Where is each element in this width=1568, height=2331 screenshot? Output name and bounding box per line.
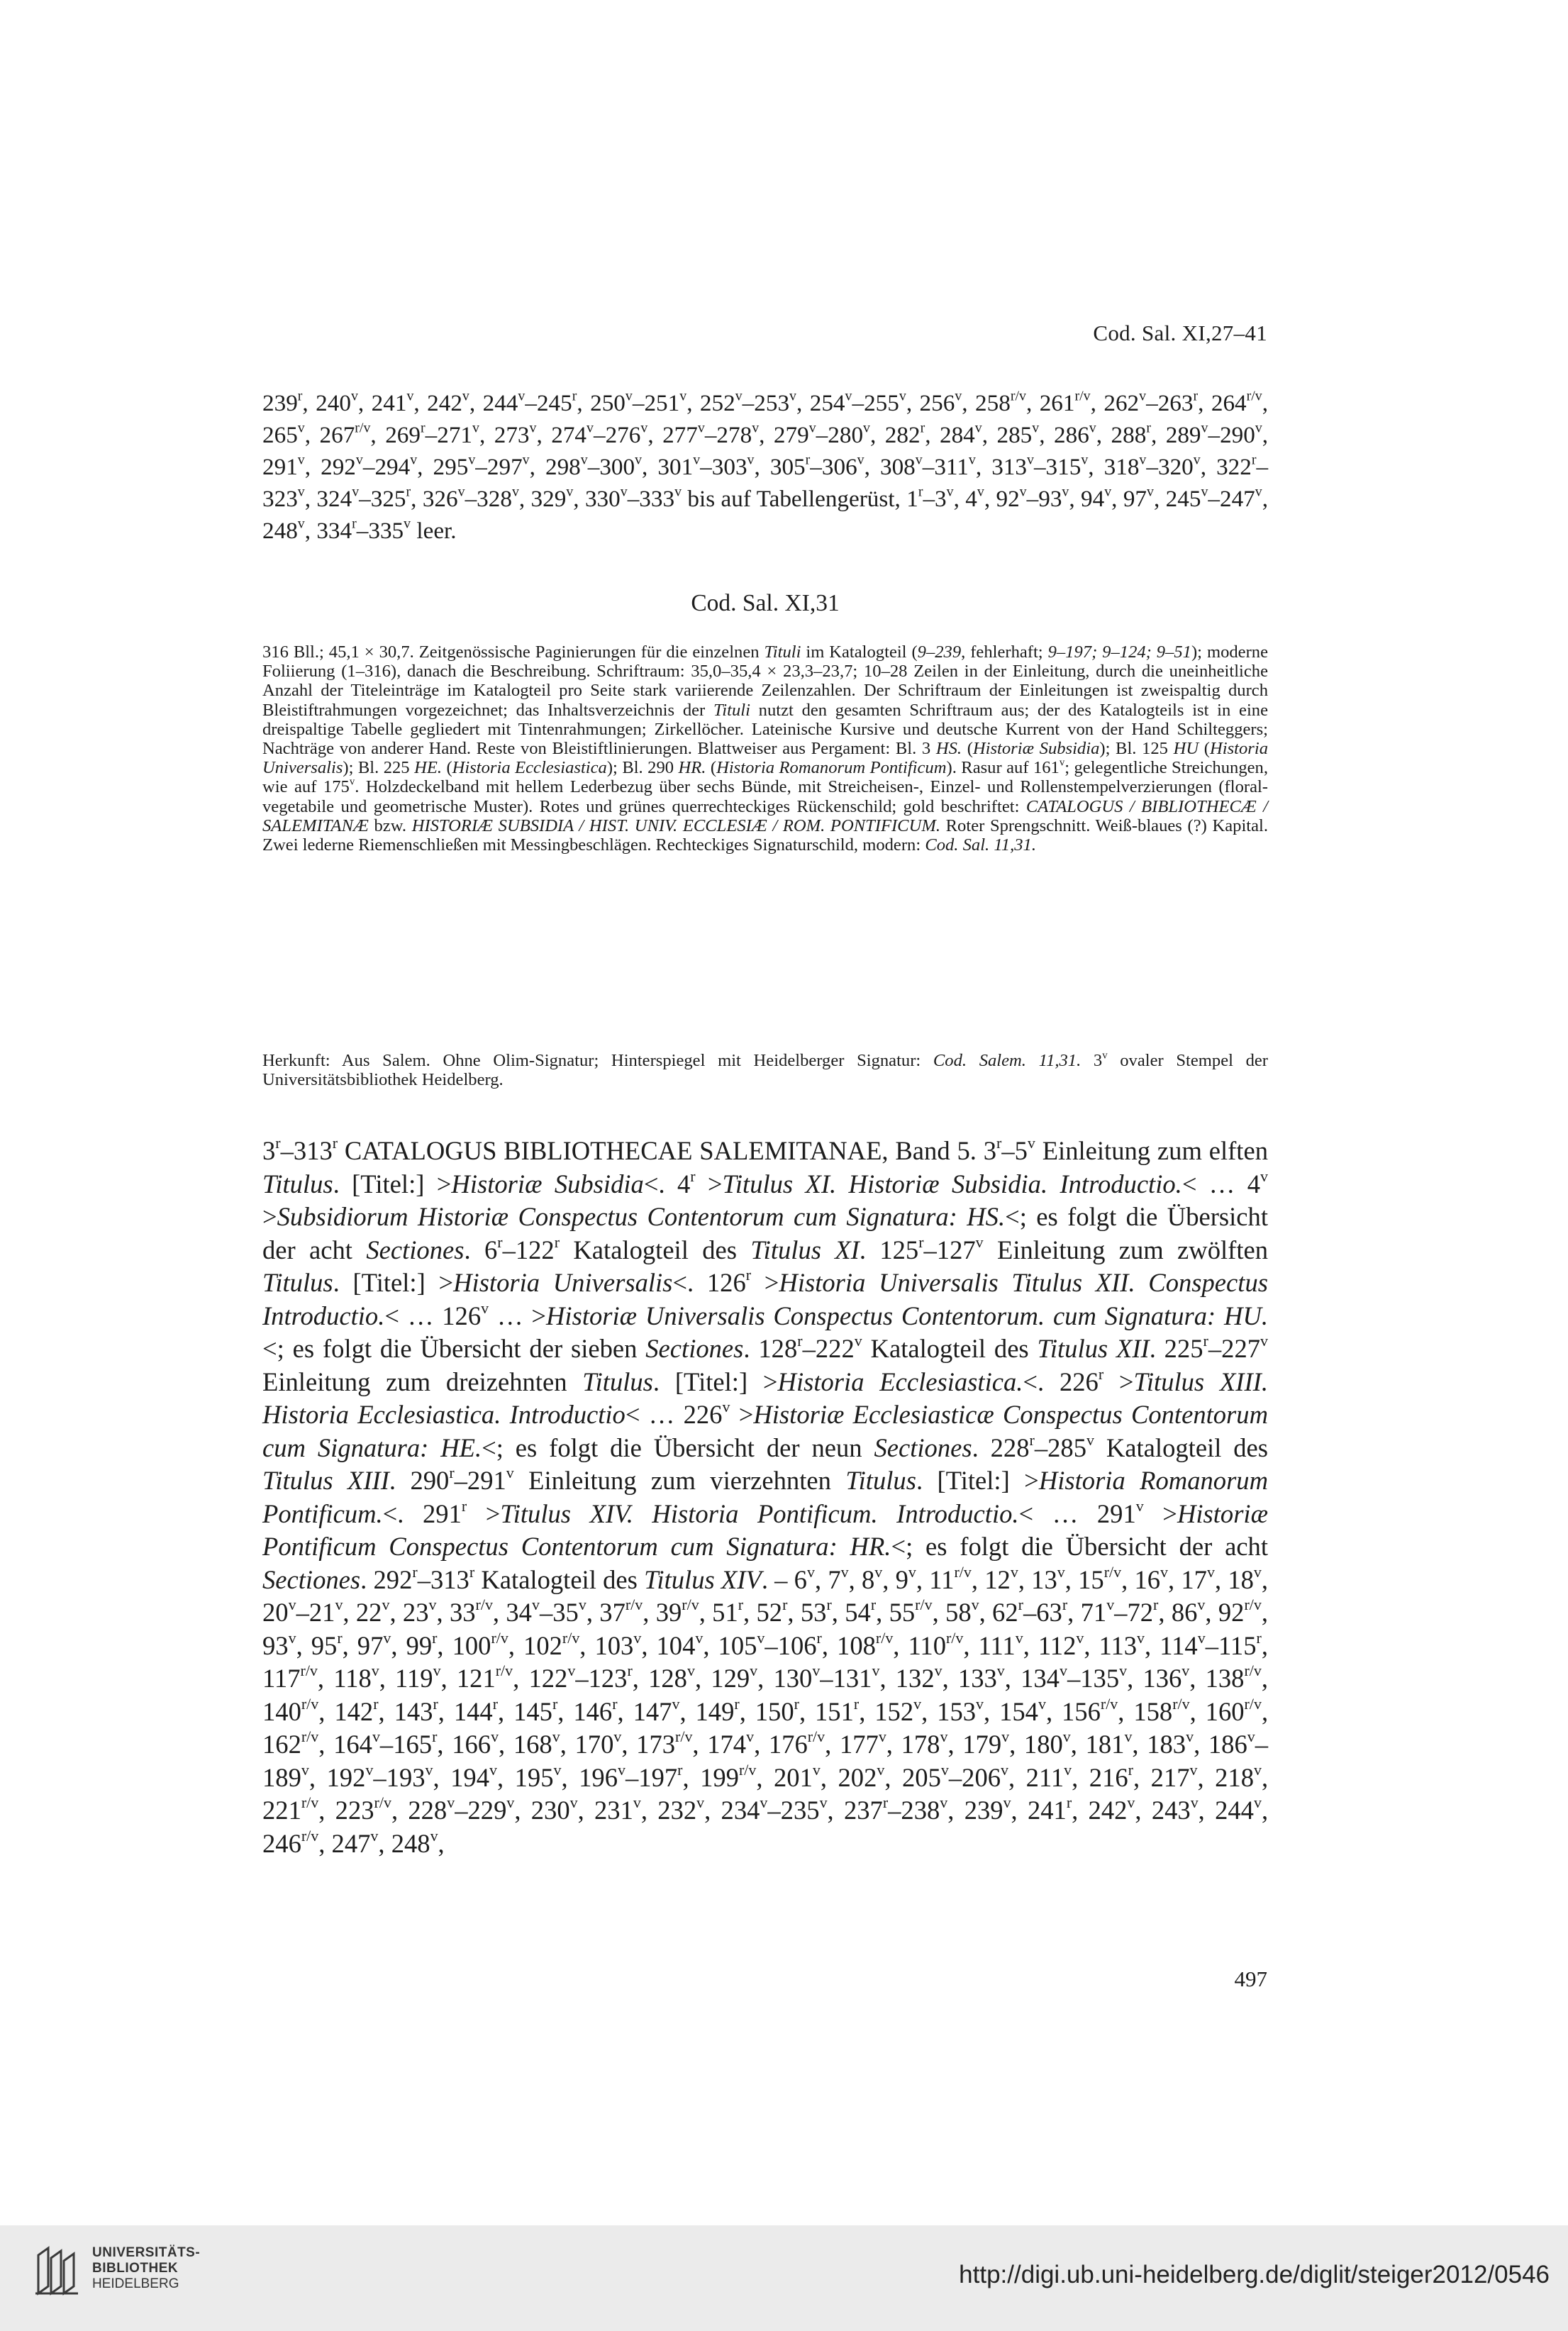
running-title: Cod. Sal. XI,27–41 [1093,321,1267,345]
content-block [262,1135,1268,1860]
page-number: 497 [1234,1966,1267,1991]
logo-line-2: BIBLIOTHEK [92,2261,179,2276]
codex-description: 316 Bll.; 45,1 × 30,7. Zeitgenössische Paginierungen für die einzelnen Tituli im Katalogteil (9–239, fehlerhaft; 9–197; 9–124; 9–51); moderne Foliierung (1–316), danach die Beschreibung. Schriftraum: 35,0–35,4 × 23,3–23,7; 10–28 Zeilen in der Einleitung, durch die uneinheitliche Anzahl der Titeleinträge im Katalogteil pro Seite stark variierende Zeilenzahlen. Der Schriftraum der Einleitungen ist zweispaltig durch Bleistiftrahmungen vorgezeichnet; das Inhaltsverzeichnis der Tituli nutzt den gesamten Schriftraum aus; der des Katalogteils ist in eine dreispaltige Tabelle gegliedert mit Tintenrahmungen; Zirkellöcher. Lateinische Kursive und deutsche Kurrent von der Hand Schilteggers; Nachträge von anderer Hand. Reste von Bleistiftlinierungen. Blattweiser aus Pergament: Bl. 3 HS. (Historiæ Subsidia); Bl. 125 HU (Historia Universalis); Bl. 225 HE. (Historia Ecclesiastica); Bl. 290 HR. (Historia Romanorum Pontificum). Rasur auf 161$^v$; gelegentliche Streichungen, wie auf 175$^v$. Holzdeckelband mit hellem Lederbezug über sechs Bünde, mit Streicheisen-, Einzel- und Rollenstempelverzierungen (floral-vegetabile und geometrische Muster). Rotes und grünes querrechteckiges Rückenschild; gold beschriftet: CATALOGUS / BIBLIOTHECÆ / SALEMITANÆ bzw. HISTORIÆ SUBSIDIA / HIST. UNIV. ECCLESIÆ / ROM. PONTIFICUM. Roter Sprengschnitt. Weiß-blaues (?) Kapital. Zwei lederne Riemenschließen mit Messingbeschlägen. Rechteckiges Signaturschild, modern: Cod. Sal. 11,31. [262,642,1269,855]
logo-line-1: UNIVERSITÄTS- [92,2245,201,2260]
entry-heading: Cod. Sal. XI,31 [691,590,840,616]
university-library-logo-icon [33,2242,82,2296]
library-logo[interactable] [28,2235,241,2320]
continuation-paragraph: 239$^r$, 240$^v$, 241$^v$, 242$^v$, 244$^v$–245$^r$, 250$^v$–251$^v$, 252$^v$–253$^v$, 254$^v$–255$^v$, 256$^v$, $258^{r/v}$, $261^{r/v}$, 262$^v$–263$^r$, $264^{r/v}$, 265$^v$, $267^{r/v}$, 269$^r$–271$^v$, 273$^v$, 274$^v$–276$^v$, 277$^v$–278$^v$, 279$^v$–280$^v$, 282$^r$, 284$^v$, 285$^v$, 286$^v$, 288$^r$, 289$^v$–290$^v$, 291$^v$, 292$^v$–294$^v$, 295$^v$–297$^v$, 298$^v$–300$^v$, 301$^v$–303$^v$, 305$^r$–306$^v$, 308$^v$–311$^v$, 313$^v$–315$^v$, 318$^v$–320$^v$, 322$^r$–323$^v$, 324$^v$–325$^r$, 326$^v$–328$^v$, 329$^v$, 330$^v$–333$^v$ bis auf Tabellengerüst, 1$^r$–3$^v$, 4$^v$, 92$^v$–93$^v$, 94$^v$, 97$^v$, 245$^v$–247$^v$, 248$^v$, 334$^r$–335$^v$ leer. [262,388,1269,544]
provenance-note: Herkunft: Aus Salem. Ohne Olim-Signatur; Hinterspiegel mit Heidelberger Signatur: Cod. Salem. 11,31. 3$^v$ ovaler Stempel der Universitätsbibliothek Heidelberg. [262,1050,1268,1090]
permalink-url[interactable]: http://digi.ub.uni-heidelberg.de/diglit/steiger2012/0546 [959,2261,1550,2288]
content-description: 3$^r$–313$^r$ CATALOGUS BIBLIOTHECAE SALEMITANAE, Band 5. 3$^r$–5$^v$ Einleitung zum elften Titulus. [Titel:] >Historiæ Subsidia<. $4^r$ >Titulus XI. Historiæ Subsidia. Introductio.< … $4^v$ >Subsidiorum Historiæ Conspectus Contentorum cum Signatura: HS.<; es folgt die Übersicht der acht Sectiones. 6$^r$–122$^r$ Katalogteil des Titulus XI. 125$^r$–127$^v$ Einleitung zum zwölften Titulus. [Titel:] >Historia Universalis<. $126^r$ >Historia Universalis Titulus XII. Conspectus Introductio.< … 126$^v$ … >Historiæ Universalis Conspectus Contentorum. cum Signatura: HU.<; es folgt die Übersicht der sieben Sectiones. 128$^r$–222$^v$ Katalogteil des Titulus XII. 225$^r$–227$^v$ Einleitung zum dreizehnten Titulus. [Titel:] >Historia Ecclesiastica.<. $226^r$ >Titulus XIII. Historia Ecclesiastica. Introductio< … $226^v$ >Historiæ Ecclesiasticæ Conspectus Contentorum cum Signatura: HE.<; es folgt die Übersicht der neun Sectiones. 228$^r$–285$^v$ Katalogteil des Titulus XIII. 290$^r$–291$^v$ Einleitung zum vierzehnten Titulus. [Titel:] >Historia Romanorum Pontificum.<. $291^r$ >Titulus XIV. Historia Pontificum. Introductio.< … $291^v$ >Historiæ Pontificum Conspectus Contentorum cum Signatura: HR.<; es folgt die Übersicht der acht Sectiones. 292$^r$–313$^r$ Katalogteil des Titulus XIV. – 6$^v$, 7$^v$, 8$^v$, 9$^v$, $11^{r/v}$, 12$^v$, 13$^v$, $15^{r/v}$, 16$^v$, 17$^v$, 18$^v$, 20$^v$–21$^v$, 22$^v$, 23$^v$, $33^{r/v}$, 34$^v$–35$^v$, $37^{r/v}$, $39^{r/v}$, 51$^r$, 52$^r$, 53$^r$, 54$^r$, $55^{r/v}$, 58$^v$, 62$^r$–63$^r$, 71$^v$–72$^r$, 86$^v$, $92^{r/v}$, 93$^v$, 95$^r$, 97$^v$, 99$^r$, $100^{r/v}$, $102^{r/v}$, 103$^v$, 104$^v$, 105$^v$–106$^r$, $108^{r/v}$, $110^{r/v}$, 111$^v$, 112$^v$, 113$^v$, 114$^v$–115$^r$, $117^{r/v}$, 118$^v$, 119$^v$, $121^{r/v}$, 122$^v$–123$^r$, 128$^v$, 129$^v$, 130$^v$–131$^v$, 132$^v$, 133$^v$, 134$^v$–135$^v$, 136$^v$, $138^{r/v}$, $140^{r/v}$, 142$^r$, 143$^r$, 144$^r$, 145$^r$, 146$^r$, 147$^v$, 149$^r$, 150$^r$, 151$^r$, 152$^v$, 153$^v$, 154$^v$, $156^{r/v}$, $158^{r/v}$, $160^{r/v}$, $162^{r/v}$, 164$^v$–165$^r$, 166$^v$, 168$^v$, 170$^v$, $173^{r/v}$, 174$^v$, $176^{r/v}$, 177$^v$, 178$^v$, 179$^v$, 180$^v$, 181$^v$, 183$^v$, 186$^v$–189$^v$, 192$^v$–193$^v$, 194$^v$, 195$^v$, 196$^v$–197$^r$, $199^{r/v}$, 201$^v$, 202$^v$, 205$^v$–206$^v$, 211$^v$, 216$^r$, 217$^v$, 218$^v$, $221^{r/v}$, $223^{r/v}$, 228$^v$–229$^v$, 230$^v$, 231$^v$, 232$^v$, 234$^v$–235$^v$, 237$^r$–238$^v$, 239$^v$, 241$^r$, 242$^v$, 243$^v$, 244$^v$, $246^{r/v}$, 247$^v$, 248$^v$, [262,1134,1269,1858]
description-block [262,642,1268,855]
provenance-block [262,1051,1268,1089]
logo-line-3: HEIDELBERG [92,2276,179,2291]
logo-wordmark [92,2245,200,2292]
continuation-block [262,387,1268,547]
